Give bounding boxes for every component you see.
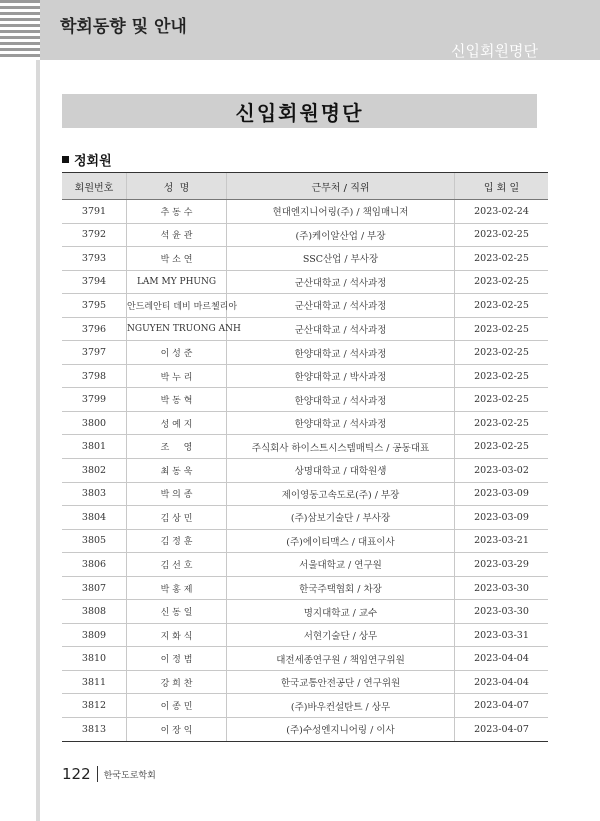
column-header-member-no: 회원번호 xyxy=(62,173,127,200)
member-name-cell: 강 희 찬 xyxy=(127,670,227,694)
section-title: 학회동향 및 안내 xyxy=(60,17,187,37)
join-date-cell: 2023-04-07 xyxy=(455,694,549,718)
member-name-cell: 김 상 민 xyxy=(127,506,227,530)
table-row xyxy=(62,576,548,600)
workplace-cell: 명지대학교 / 교수 xyxy=(227,600,455,624)
table-row xyxy=(62,670,548,694)
member-no-cell: 3795 xyxy=(62,294,127,318)
member-no-cell: 3792 xyxy=(62,223,127,247)
join-date-cell: 2023-03-09 xyxy=(455,482,549,506)
join-date-cell: 2023-02-25 xyxy=(455,435,549,459)
member-name-cell: 이 정 범 xyxy=(127,647,227,671)
join-date-cell: 2023-02-25 xyxy=(455,247,549,271)
page-title: 신입회원명단 xyxy=(62,94,537,128)
join-date-cell: 2023-03-21 xyxy=(455,529,549,553)
member-name-cell: 박 누 리 xyxy=(127,364,227,388)
table-row xyxy=(62,435,548,459)
workplace-cell: 한양대학교 / 석사과정 xyxy=(227,411,455,435)
member-no-cell: 3797 xyxy=(62,341,127,365)
join-date-cell: 2023-04-07 xyxy=(455,718,549,742)
stripe-pattern xyxy=(0,0,40,60)
member-no-cell: 3807 xyxy=(62,576,127,600)
join-date-cell: 2023-02-25 xyxy=(455,270,549,294)
join-date-cell: 2023-04-04 xyxy=(455,647,549,671)
member-no-cell: 3794 xyxy=(62,270,127,294)
member-no-cell: 3812 xyxy=(62,694,127,718)
member-name-cell: 지 화 식 xyxy=(127,623,227,647)
table-row xyxy=(62,411,548,435)
member-name-cell: 박 소 연 xyxy=(127,247,227,271)
join-date-cell: 2023-03-30 xyxy=(455,600,549,624)
sub-heading-label: 정회원 xyxy=(74,154,112,169)
workplace-cell: 군산대학교 / 석사과정 xyxy=(227,294,455,318)
member-no-cell: 3799 xyxy=(62,388,127,412)
member-name-cell: 박 동 혁 xyxy=(127,388,227,412)
table-row xyxy=(62,270,548,294)
member-name-cell: 추 동 수 xyxy=(127,200,227,224)
column-header-workplace: 근무처 / 직위 xyxy=(227,173,455,200)
margin-bar xyxy=(36,60,40,821)
table-row xyxy=(62,600,548,624)
table-row xyxy=(62,482,548,506)
join-date-cell: 2023-02-25 xyxy=(455,223,549,247)
join-date-cell: 2023-02-24 xyxy=(455,200,549,224)
member-name-cell: 김 선 호 xyxy=(127,553,227,577)
member-no-cell: 3804 xyxy=(62,506,127,530)
member-no-cell: 3808 xyxy=(62,600,127,624)
join-date-cell: 2023-03-02 xyxy=(455,459,549,483)
member-no-cell: 3806 xyxy=(62,553,127,577)
join-date-cell: 2023-03-29 xyxy=(455,553,549,577)
member-no-cell: 3803 xyxy=(62,482,127,506)
workplace-cell: 대전세종연구원 / 책임연구위원 xyxy=(227,647,455,671)
workplace-cell: 한양대학교 / 석사과정 xyxy=(227,388,455,412)
workplace-cell: (주)케이알산업 / 부장 xyxy=(227,223,455,247)
table-row xyxy=(62,388,548,412)
join-date-cell: 2023-04-04 xyxy=(455,670,549,694)
column-header-join-date: 입 회 일 xyxy=(455,173,549,200)
join-date-cell: 2023-03-30 xyxy=(455,576,549,600)
workplace-cell: (주)수성엔지니어링 / 이사 xyxy=(227,718,455,742)
member-name-cell: 석 윤 관 xyxy=(127,223,227,247)
workplace-cell: (주)삼보기술단 / 부사장 xyxy=(227,506,455,530)
member-table xyxy=(62,172,548,742)
member-no-cell: 3801 xyxy=(62,435,127,459)
member-no-cell: 3800 xyxy=(62,411,127,435)
table-row xyxy=(62,553,548,577)
member-name-cell: LAM MY PHUNG xyxy=(127,270,227,294)
table-row xyxy=(62,718,548,742)
member-name-cell: 조 영 xyxy=(127,435,227,459)
workplace-cell: 군산대학교 / 석사과정 xyxy=(227,317,455,341)
table-row xyxy=(62,317,548,341)
table-row xyxy=(62,694,548,718)
member-no-cell: 3796 xyxy=(62,317,127,341)
workplace-cell: 서울대학교 / 연구원 xyxy=(227,553,455,577)
table-row xyxy=(62,459,548,483)
workplace-cell: 한양대학교 / 박사과정 xyxy=(227,364,455,388)
member-name-cell: 이 장 익 xyxy=(127,718,227,742)
member-no-cell: 3813 xyxy=(62,718,127,742)
member-no-cell: 3805 xyxy=(62,529,127,553)
square-bullet-icon xyxy=(62,156,69,163)
section-subtitle: 신입회원명단 xyxy=(451,42,538,60)
member-no-cell: 3798 xyxy=(62,364,127,388)
page-footer xyxy=(62,765,156,783)
table-row xyxy=(62,200,548,224)
member-no-cell: 3811 xyxy=(62,670,127,694)
join-date-cell: 2023-02-25 xyxy=(455,294,549,318)
page-number: 122 xyxy=(62,765,91,783)
column-header-name: 성 명 xyxy=(127,173,227,200)
table-row xyxy=(62,294,548,318)
table-row xyxy=(62,341,548,365)
table-row xyxy=(62,247,548,271)
left-margin-decoration xyxy=(0,0,40,821)
member-name-cell: 안드레안티 데비 마르첼리아 xyxy=(127,294,227,318)
member-name-cell: 성 예 지 xyxy=(127,411,227,435)
workplace-cell: (주)에이티맥스 / 대표이사 xyxy=(227,529,455,553)
join-date-cell: 2023-02-25 xyxy=(455,411,549,435)
table-row xyxy=(62,529,548,553)
member-name-cell: 김 정 훈 xyxy=(127,529,227,553)
join-date-cell: 2023-03-09 xyxy=(455,506,549,530)
member-name-cell: 이 성 준 xyxy=(127,341,227,365)
table-row xyxy=(62,647,548,671)
member-name-cell: 신 동 일 xyxy=(127,600,227,624)
member-no-cell: 3791 xyxy=(62,200,127,224)
publisher-name: 한국도로학회 xyxy=(103,770,156,781)
member-no-cell: 3810 xyxy=(62,647,127,671)
workplace-cell: 주식회사 하이스트시스템매틱스 / 공동대표 xyxy=(227,435,455,459)
member-name-cell: 이 종 민 xyxy=(127,694,227,718)
join-date-cell: 2023-02-25 xyxy=(455,317,549,341)
table-row xyxy=(62,223,548,247)
member-no-cell: 3793 xyxy=(62,247,127,271)
workplace-cell: 한국주택협회 / 차장 xyxy=(227,576,455,600)
member-no-cell: 3802 xyxy=(62,459,127,483)
workplace-cell: 현대엔지니어링(주) / 책임매니저 xyxy=(227,200,455,224)
workplace-cell: 제이영동고속도로(주) / 부장 xyxy=(227,482,455,506)
workplace-cell: 상명대학교 / 대학원생 xyxy=(227,459,455,483)
join-date-cell: 2023-02-25 xyxy=(455,364,549,388)
table-row xyxy=(62,506,548,530)
join-date-cell: 2023-02-25 xyxy=(455,388,549,412)
member-no-cell: 3809 xyxy=(62,623,127,647)
table-row xyxy=(62,364,548,388)
workplace-cell: (주)바우컨설탄트 / 상무 xyxy=(227,694,455,718)
workplace-cell: 한국교통안전공단 / 연구위원 xyxy=(227,670,455,694)
member-name-cell: 최 동 욱 xyxy=(127,459,227,483)
workplace-cell: 군산대학교 / 석사과정 xyxy=(227,270,455,294)
member-name-cell: 박 홍 제 xyxy=(127,576,227,600)
sub-heading xyxy=(62,150,112,169)
workplace-cell: 서현기술단 / 상무 xyxy=(227,623,455,647)
workplace-cell: 한양대학교 / 석사과정 xyxy=(227,341,455,365)
workplace-cell: SSC산업 / 부사장 xyxy=(227,247,455,271)
table-body xyxy=(62,200,548,742)
member-name-cell: NGUYEN TRUONG ANH xyxy=(127,317,227,341)
join-date-cell: 2023-03-31 xyxy=(455,623,549,647)
member-name-cell: 박 의 종 xyxy=(127,482,227,506)
join-date-cell: 2023-02-25 xyxy=(455,341,549,365)
table-header-row xyxy=(62,173,548,200)
table-row xyxy=(62,623,548,647)
footer-divider xyxy=(97,766,98,782)
